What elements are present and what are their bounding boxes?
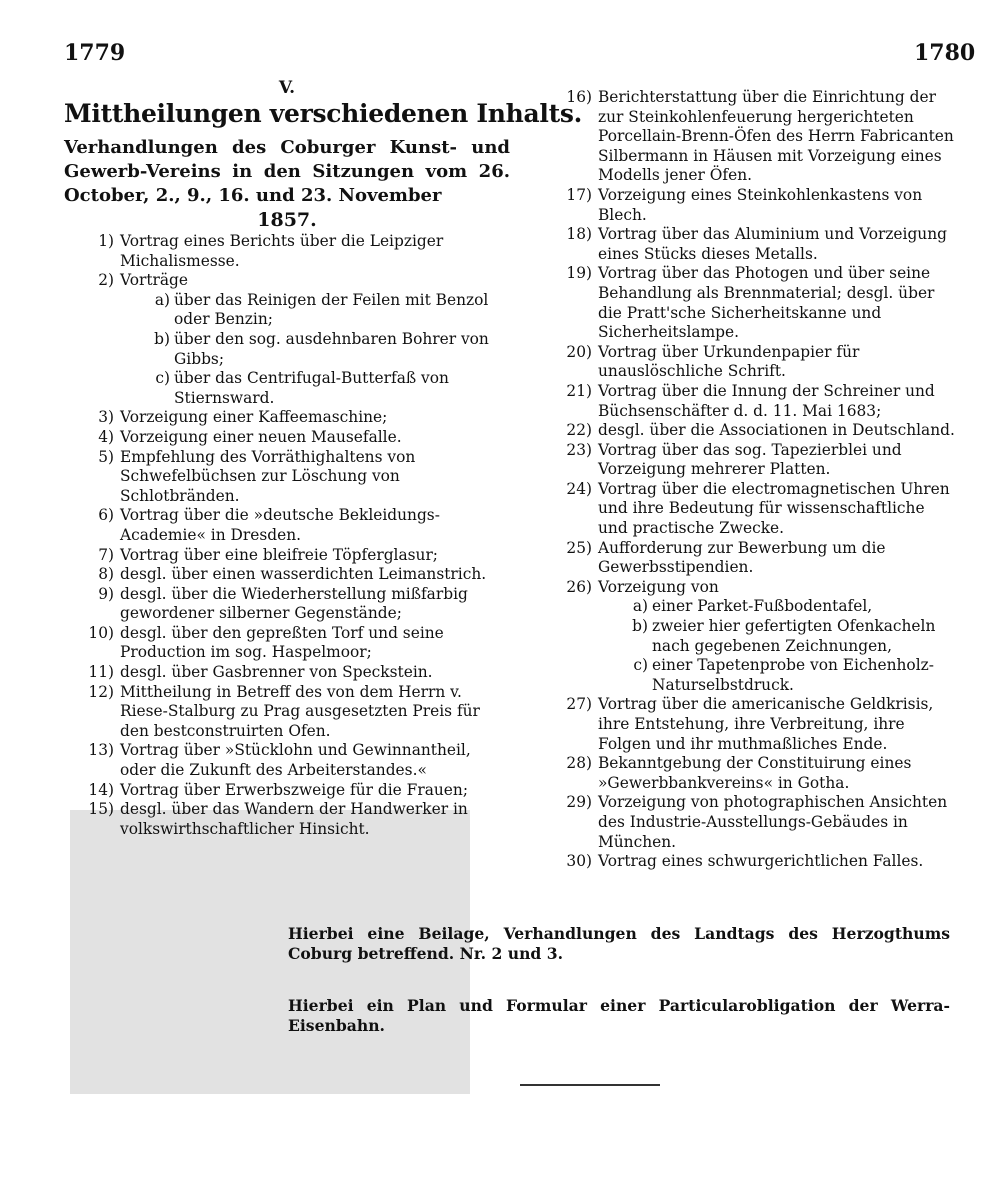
list-item	[64, 741, 510, 780]
entry-text: Vorträge	[120, 271, 189, 290]
sub-letter: c)	[633, 656, 648, 675]
list-item	[542, 88, 958, 186]
entry-text: Empfehlung des Vorräthighaltens von Schwefelbüchsen zur Löschung von Schlotbränden.	[120, 447, 416, 505]
entry-text: Vortrag über die electromagnetischen Uhren und ihre Bedeutung für wissenschaftliche und practische Zwecke.	[598, 479, 950, 538]
entry-number: 1)	[98, 232, 114, 250]
right-column	[542, 88, 958, 872]
sub-letter: a)	[154, 290, 170, 309]
list-item	[64, 663, 510, 683]
list-item	[542, 343, 958, 382]
bottom-rule	[520, 1084, 660, 1086]
section-title: Mittheilungen verschiedenen Inhalts.	[64, 99, 583, 128]
entry-number: 17)	[566, 185, 592, 204]
entry-number: 30)	[566, 852, 592, 871]
list-item	[64, 624, 510, 663]
entry-text: Aufforderung zur Bewerbung um die Gewerbsstipendien.	[598, 538, 886, 577]
entry-text: Vorzeigung einer neuen Mausefalle.	[120, 427, 402, 446]
list-item	[542, 382, 958, 421]
list-item	[542, 695, 958, 754]
sub-item	[64, 291, 510, 330]
entry-number: 23)	[566, 440, 592, 459]
entry-text: Vortrag eines Berichts über die Leipziger Michalismesse.	[120, 232, 444, 270]
entry-text: Berichterstattung über die Einrichtung der zur Steinkohlenfeuerung hergerichteten Porcellain-Brenn-Öfen des Herrn Fabricanten Silbermann in Häusen mit Vorzeigung eines Modells jener Öfen.	[598, 88, 954, 185]
entry-number: 27)	[566, 695, 592, 714]
entry-text: desgl. über den gepreßten Torf und seine Production im sog. Haspelmoor;	[120, 623, 444, 662]
entry-text: Vortrag über das sog. Tapezierblei und Vorzeigung mehrerer Platten.	[598, 440, 902, 479]
subtitle-year: 1857.	[257, 209, 317, 231]
beilage-notice: Hierbei eine Beilage, Verhandlungen des Landtags des Herzogthums Coburg betreffend. Nr. 2 und 3.	[288, 924, 950, 963]
entry-text: Vortrag über eine bleifreie Töpferglasur;	[120, 545, 438, 564]
sub-item	[542, 656, 958, 695]
entry-number: 22)	[566, 421, 592, 440]
list-item	[64, 546, 510, 566]
sub-letter: c)	[155, 369, 170, 388]
sub-text: zweier hier gefertigten Ofenkacheln nach gegebenen Zeichnungen,	[652, 617, 936, 655]
entry-text: Vorzeigung einer Kaffeemaschine;	[120, 408, 388, 427]
plan-notice: Hierbei ein Plan und Formular einer Particularobligation der Werra-Eisenbahn.	[288, 996, 950, 1035]
sub-letter: b)	[154, 329, 170, 348]
page-number-right: 1780	[914, 40, 976, 66]
list-item	[64, 232, 510, 271]
sub-text: einer Tapetenprobe von Eichenholz-Naturselbstdruck.	[652, 656, 934, 694]
entry-text: desgl. über einen wasserdichten Leimanstrich.	[120, 565, 487, 584]
entry-number: 3)	[98, 408, 114, 427]
sub-item	[542, 597, 958, 617]
sub-text: einer Parket-Fußbodentafel,	[652, 597, 873, 616]
entry-text: Bekanntgebung der Constituirung eines »Gewerbbankvereins« in Gotha.	[598, 754, 912, 792]
entry-number: 13)	[88, 741, 114, 760]
entry-number: 2)	[98, 271, 114, 290]
sub-letter: b)	[632, 617, 648, 636]
entry-text: Vortrag über die americanische Geldkrisis, ihre Entstehung, ihre Verbreitung, ihre Folgen und ihr muthmaßliches Ende.	[598, 695, 934, 753]
page-number-left: 1779	[64, 40, 126, 66]
entry-number: 7)	[98, 545, 114, 564]
entry-text: Vortrag über die »deutsche Bekleidungs-Academie« in Dresden.	[120, 506, 440, 544]
entry-number: 26)	[566, 577, 592, 596]
list-item	[64, 428, 510, 448]
entry-number: 25)	[566, 538, 592, 557]
list-item	[64, 800, 510, 839]
list-item	[64, 506, 510, 545]
list-item	[64, 271, 510, 291]
list-item	[542, 480, 958, 539]
entry-text: Mittheilung in Betreff des von dem Herrn v. Riese-Stalburg zu Prag ausgesetzten Preis für den bestconstruirten Ofen.	[120, 682, 480, 740]
list-item	[542, 539, 958, 578]
sub-text: über das Reinigen der Feilen mit Benzol oder Benzin;	[174, 290, 489, 329]
entry-text: Vorzeigung von	[598, 577, 719, 596]
subtitle: Verhandlungen des Coburger Kunst- und Gewerb-Vereins in den Sitzungen vom 26. October, 2., 9., 16. und 23. November	[64, 137, 510, 206]
entry-number: 4)	[98, 427, 114, 446]
list-item	[542, 754, 958, 793]
list-item	[64, 408, 510, 428]
entry-number: 5)	[98, 447, 114, 466]
entry-text: Vortrag über das Aluminium und Vorzeigung eines Stücks dieses Metalls.	[598, 225, 947, 263]
entry-number: 21)	[566, 381, 592, 400]
entry-number: 12)	[88, 682, 114, 701]
entry-number: 29)	[566, 793, 592, 812]
list-item	[542, 225, 958, 264]
entry-text: Vortrag über die Innung der Schreiner und Büchsenschäfter d. d. 11. Mai 1683;	[598, 381, 935, 420]
entry-text: Vortrag eines schwurgerichtlichen Falles.	[598, 852, 924, 871]
list-item	[64, 565, 510, 585]
entry-number: 9)	[98, 584, 114, 603]
sub-item	[542, 617, 958, 656]
list-item	[542, 793, 958, 852]
entry-number: 6)	[98, 506, 114, 525]
entry-number: 11)	[88, 663, 114, 682]
sub-text: über den sog. ausdehnbaren Bohrer von Gibbs;	[174, 329, 489, 368]
entry-text: Vortrag über Urkundenpapier für unauslöschliche Schrift.	[598, 342, 860, 381]
left-entry-list	[64, 232, 510, 839]
entry-text: desgl. über die Associationen in Deutschland.	[598, 421, 955, 440]
entry-text: desgl. über die Wiederherstellung mißfarbig gewordener silberner Gegenstände;	[120, 584, 468, 623]
list-item	[64, 585, 510, 624]
entry-text: Vorzeigung eines Steinkohlenkastens von Blech.	[598, 185, 923, 224]
entry-number: 24)	[566, 479, 592, 498]
entry-text: Vortrag über das Photogen und über seine Behandlung als Brennmaterial; desgl. über die Pratt'sche Sicherheitskanne und Sicherheitslampe.	[598, 264, 935, 342]
sub-item	[64, 369, 510, 408]
list-item	[64, 781, 510, 801]
sub-item	[64, 330, 510, 369]
list-item	[542, 852, 958, 872]
entry-number: 10)	[88, 623, 114, 642]
entry-number: 28)	[566, 754, 592, 773]
entry-number: 16)	[566, 88, 592, 106]
list-item	[542, 441, 958, 480]
list-item	[542, 186, 958, 225]
entry-number: 14)	[88, 780, 114, 799]
entry-text: Vortrag über »Stücklohn und Gewinnantheil, oder die Zukunft des Arbeiterstandes.«	[120, 741, 471, 780]
entry-number: 8)	[98, 565, 114, 584]
entry-number: 18)	[566, 225, 592, 244]
section-number: V.	[278, 78, 296, 98]
sub-text: über das Centrifugal-Butterfaß von Stiernsward.	[174, 369, 449, 407]
entry-text: Vorzeigung von photographischen Ansichten des Industrie-Ausstellungs-Gebäudes in München.	[598, 793, 948, 851]
list-item	[64, 448, 510, 507]
sub-letter: a)	[632, 597, 648, 616]
list-item	[64, 683, 510, 742]
list-item	[542, 421, 958, 441]
entry-text: desgl. über Gasbrenner von Speckstein.	[120, 663, 433, 682]
entry-text: Vortrag über Erwerbszweige für die Frauen;	[120, 780, 469, 799]
entry-number: 20)	[566, 342, 592, 361]
entry-number: 19)	[566, 264, 592, 283]
entry-text: desgl. über das Wandern der Handwerker in volkswirthschaftlicher Hinsicht.	[120, 800, 468, 838]
list-item	[542, 578, 958, 598]
entry-number: 15)	[88, 800, 114, 819]
list-item	[542, 264, 958, 342]
